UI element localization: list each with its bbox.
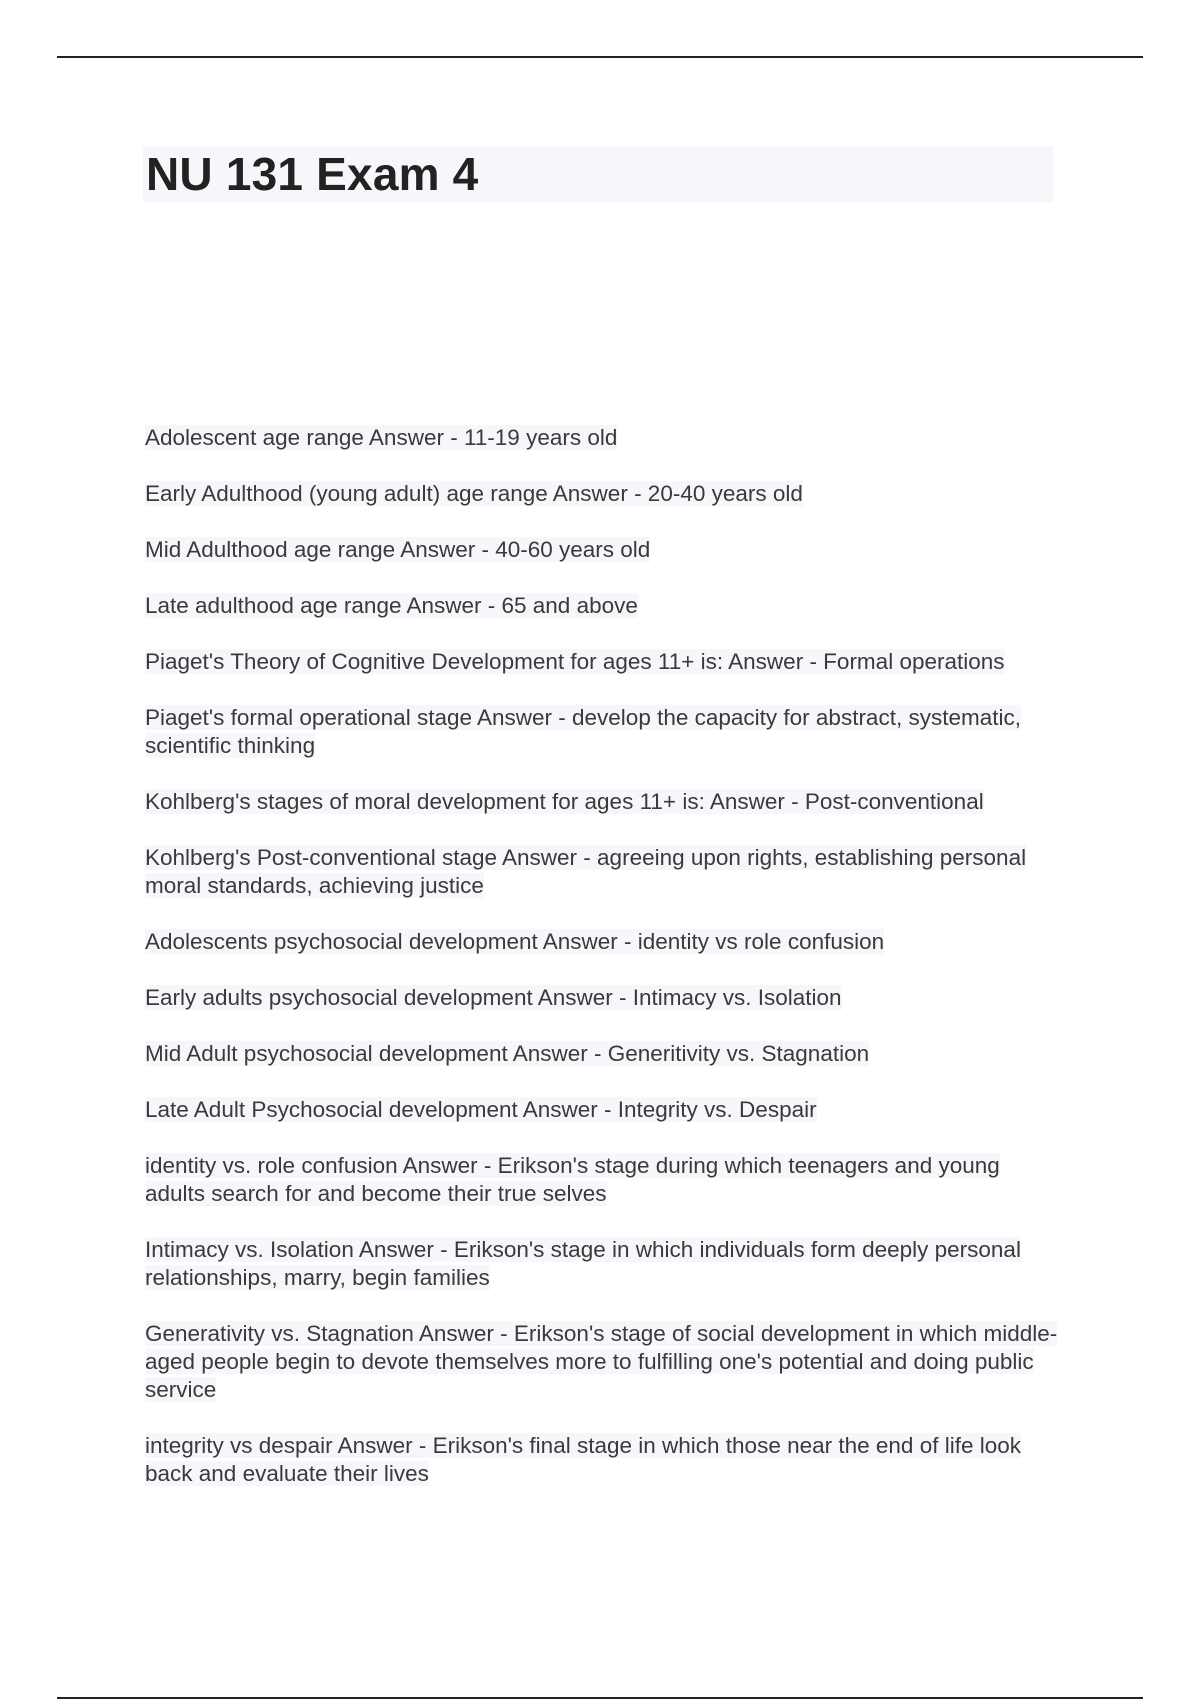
qa-item xyxy=(145,424,1060,452)
qa-item xyxy=(145,1152,1060,1208)
qa-item xyxy=(145,1432,1060,1488)
qa-item-text: Piaget's Theory of Cognitive Development for ages 11+ is: Answer - Formal operations xyxy=(145,649,1005,674)
qa-item-text: Early adults psychosocial development Answer - Intimacy vs. Isolation xyxy=(145,985,842,1010)
qa-item xyxy=(145,1320,1060,1404)
qa-item xyxy=(145,480,1060,508)
qa-item xyxy=(145,592,1060,620)
qa-item-text: identity vs. role confusion Answer - Erikson's stage during which teenagers and young adults search for and become their true selves xyxy=(145,1153,1000,1206)
qa-item-text: Piaget's formal operational stage Answer - develop the capacity for abstract, systematic, scientific thinking xyxy=(145,705,1021,758)
qa-item-text: Adolescent age range Answer - 11-19 years old xyxy=(145,425,618,450)
top-divider xyxy=(57,56,1143,58)
qa-item xyxy=(145,928,1060,956)
qa-item xyxy=(145,844,1060,900)
qa-item-text: Late adulthood age range Answer - 65 and above xyxy=(145,593,638,618)
title-block xyxy=(143,146,1053,202)
bottom-divider xyxy=(57,1697,1143,1699)
qa-item xyxy=(145,536,1060,564)
qa-item xyxy=(145,984,1060,1012)
qa-item-text: Kohlberg's stages of moral development for ages 11+ is: Answer - Post-conventional xyxy=(145,789,984,814)
qa-item-text: Generativity vs. Stagnation Answer - Erikson's stage of social development in which middle-aged people begin to devote themselves more to fulfilling one's potential and doing public service xyxy=(145,1321,1058,1402)
qa-item xyxy=(145,1040,1060,1068)
qa-item-text: Adolescents psychosocial development Answer - identity vs role confusion xyxy=(145,929,885,954)
qa-list xyxy=(145,424,1060,1516)
qa-item xyxy=(145,1096,1060,1124)
qa-item xyxy=(145,648,1060,676)
page-title: NU 131 Exam 4 xyxy=(146,148,479,200)
qa-item xyxy=(145,1236,1060,1292)
qa-item-text: Late Adult Psychosocial development Answer - Integrity vs. Despair xyxy=(145,1097,817,1122)
qa-item-text: Mid Adult psychosocial development Answer - Generitivity vs. Stagnation xyxy=(145,1041,870,1066)
qa-item xyxy=(145,704,1060,760)
qa-item-text: Intimacy vs. Isolation Answer - Erikson's stage in which individuals form deeply personal relationships, marry, begin families xyxy=(145,1237,1021,1290)
qa-item xyxy=(145,788,1060,816)
qa-item-text: Mid Adulthood age range Answer - 40-60 years old xyxy=(145,537,651,562)
qa-item-text: integrity vs despair Answer - Erikson's final stage in which those near the end of life look back and evaluate their lives xyxy=(145,1433,1021,1486)
qa-item-text: Early Adulthood (young adult) age range Answer - 20-40 years old xyxy=(145,481,803,506)
qa-item-text: Kohlberg's Post-conventional stage Answer - agreeing upon rights, establishing personal moral standards, achieving justice xyxy=(145,845,1027,898)
